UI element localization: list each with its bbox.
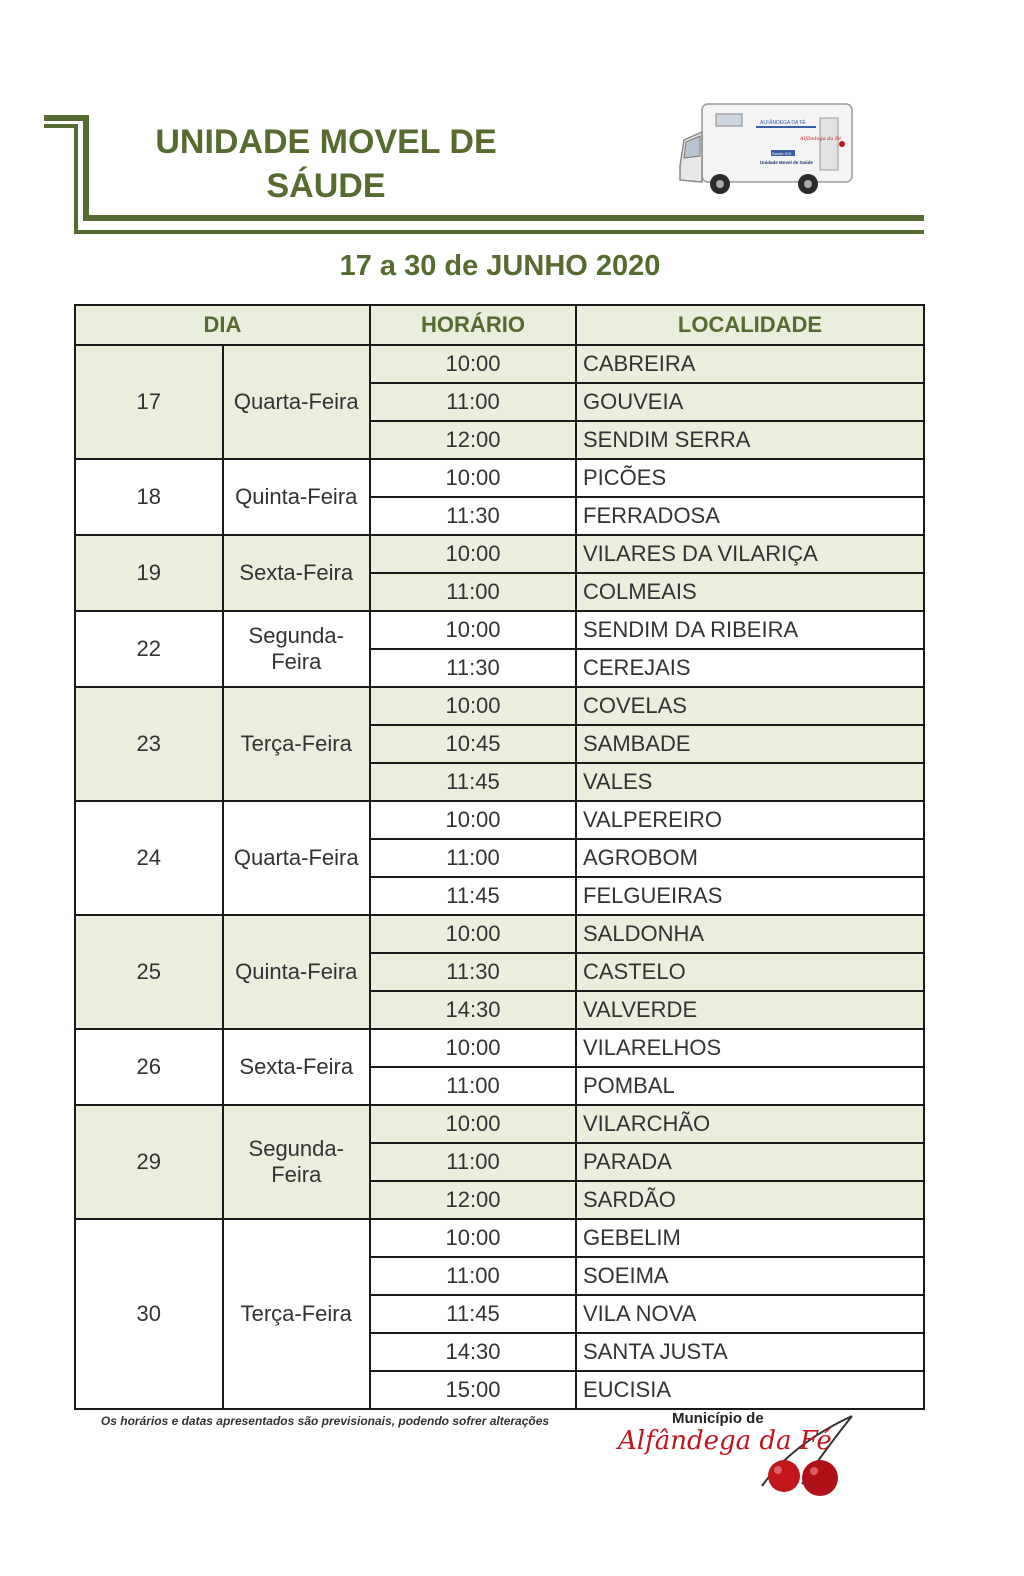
table-row <box>75 459 924 497</box>
table-header-row <box>75 305 924 345</box>
slot-time: 10:00 <box>370 687 576 725</box>
title-line-1: UNIDADE MOVEL DE <box>155 123 497 161</box>
slot-location: FELGUEIRAS <box>576 877 924 915</box>
table-row <box>75 1219 924 1257</box>
slot-time: 12:00 <box>370 1181 576 1219</box>
date-range-title: 17 a 30 de JUNHO 2020 <box>339 250 661 282</box>
slot-time: 14:30 <box>370 1333 576 1371</box>
header-location: LOCALIDADE <box>576 305 924 345</box>
slot-location: SOEIMA <box>576 1257 924 1295</box>
slot-time: 15:00 <box>370 1371 576 1409</box>
slot-time: 10:00 <box>370 459 576 497</box>
slot-time: 10:00 <box>370 345 576 383</box>
slot-location: POMBAL <box>576 1067 924 1105</box>
header-day: DIA <box>75 305 370 345</box>
slot-location: COVELAS <box>576 687 924 725</box>
slot-time: 10:00 <box>370 915 576 953</box>
slot-location: VILARCHÃO <box>576 1105 924 1143</box>
slot-time: 12:00 <box>370 421 576 459</box>
slot-time: 11:30 <box>370 497 576 535</box>
table-row <box>75 687 924 725</box>
schedule-body <box>75 345 924 1409</box>
van-logo-text: Alfândega da Fé <box>800 136 842 142</box>
day-number: 22 <box>75 611 223 687</box>
slot-time: 14:30 <box>370 991 576 1029</box>
day-number: 29 <box>75 1105 223 1219</box>
day-number: 18 <box>75 459 223 535</box>
weekday: Quarta-Feira <box>223 345 371 459</box>
slot-time: 10:00 <box>370 1219 576 1257</box>
weekday: Terça-Feira <box>223 687 371 801</box>
slot-time: 10:00 <box>370 1105 576 1143</box>
slot-time: 11:00 <box>370 1257 576 1295</box>
slot-location: VILA NOVA <box>576 1295 924 1333</box>
weekday: Sexta-Feira <box>223 1029 371 1105</box>
slot-time: 11:45 <box>370 877 576 915</box>
slot-location: SALDONHA <box>576 915 924 953</box>
slot-location: PARADA <box>576 1143 924 1181</box>
weekday: Segunda-Feira <box>223 1105 371 1219</box>
logo-name: Município de <box>672 1410 764 1427</box>
weekday: Quinta-Feira <box>223 459 371 535</box>
slot-time: 11:00 <box>370 1143 576 1181</box>
day-number: 30 <box>75 1219 223 1409</box>
slot-time: 11:00 <box>370 839 576 877</box>
slot-location: VILARELHOS <box>576 1029 924 1067</box>
day-number: 17 <box>75 345 223 459</box>
slot-time: 10:00 <box>370 1029 576 1067</box>
slot-location: SENDIM SERRA <box>576 421 924 459</box>
slot-location: GOUVEIA <box>576 383 924 421</box>
schedule-table <box>74 304 925 1410</box>
weekday: Quarta-Feira <box>223 801 371 915</box>
van-label: Unidade Movel de Saúde <box>760 160 814 165</box>
day-number: 26 <box>75 1029 223 1105</box>
logo-script: Alfândega da Fé <box>618 1426 832 1456</box>
slot-time: 10:45 <box>370 725 576 763</box>
day-number: 23 <box>75 687 223 801</box>
slot-location: COLMEAIS <box>576 573 924 611</box>
van-side-text: ALFÂNDEGA DA FÉ <box>760 120 806 126</box>
table-row <box>75 1029 924 1067</box>
header-time: HORÁRIO <box>370 305 576 345</box>
slot-location: AGROBOM <box>576 839 924 877</box>
day-number: 25 <box>75 915 223 1029</box>
slot-time: 11:00 <box>370 573 576 611</box>
slot-time: 11:45 <box>370 763 576 801</box>
slot-location: CEREJAIS <box>576 649 924 687</box>
table-row <box>75 801 924 839</box>
slot-location: SENDIM DA RIBEIRA <box>576 611 924 649</box>
slot-location: VILARES DA VILARIÇA <box>576 535 924 573</box>
slot-location: SARDÃO <box>576 1181 924 1219</box>
day-number: 19 <box>75 535 223 611</box>
day-number: 24 <box>75 801 223 915</box>
slot-time: 11:30 <box>370 953 576 991</box>
slot-location: SANTA JUSTA <box>576 1333 924 1371</box>
page-title <box>140 120 512 208</box>
slot-location: FERRADOSA <box>576 497 924 535</box>
mobile-health-van-icon <box>676 96 856 200</box>
slot-time: 11:00 <box>370 1067 576 1105</box>
weekday: Quinta-Feira <box>223 915 371 1029</box>
slot-location: PICÕES <box>576 459 924 497</box>
table-row <box>75 1105 924 1143</box>
slot-location: VALPEREIRO <box>576 801 924 839</box>
table-row <box>75 345 924 383</box>
slot-time: 11:45 <box>370 1295 576 1333</box>
title-line-2: SÁUDE <box>266 167 386 205</box>
slot-location: CABREIRA <box>576 345 924 383</box>
slot-time: 11:00 <box>370 383 576 421</box>
slot-location: EUCISIA <box>576 1371 924 1409</box>
slot-time: 10:00 <box>370 801 576 839</box>
table-row <box>75 535 924 573</box>
slot-location: VALVERDE <box>576 991 924 1029</box>
weekday: Terça-Feira <box>223 1219 371 1409</box>
table-row <box>75 611 924 649</box>
weekday: Segunda-Feira <box>223 611 371 687</box>
slot-time: 10:00 <box>370 611 576 649</box>
slot-location: GEBELIM <box>576 1219 924 1257</box>
slot-location: VALES <box>576 763 924 801</box>
table-row <box>75 915 924 953</box>
weekday: Sexta-Feira <box>223 535 371 611</box>
slot-time: 10:00 <box>370 535 576 573</box>
van-badge: Saúde XXI <box>772 151 792 156</box>
slot-time: 11:30 <box>370 649 576 687</box>
slot-location: CASTELO <box>576 953 924 991</box>
slot-location: SAMBADE <box>576 725 924 763</box>
footnote: Os horários e datas apresentados são previsionais, podendo sofrer alterações <box>100 1414 550 1428</box>
